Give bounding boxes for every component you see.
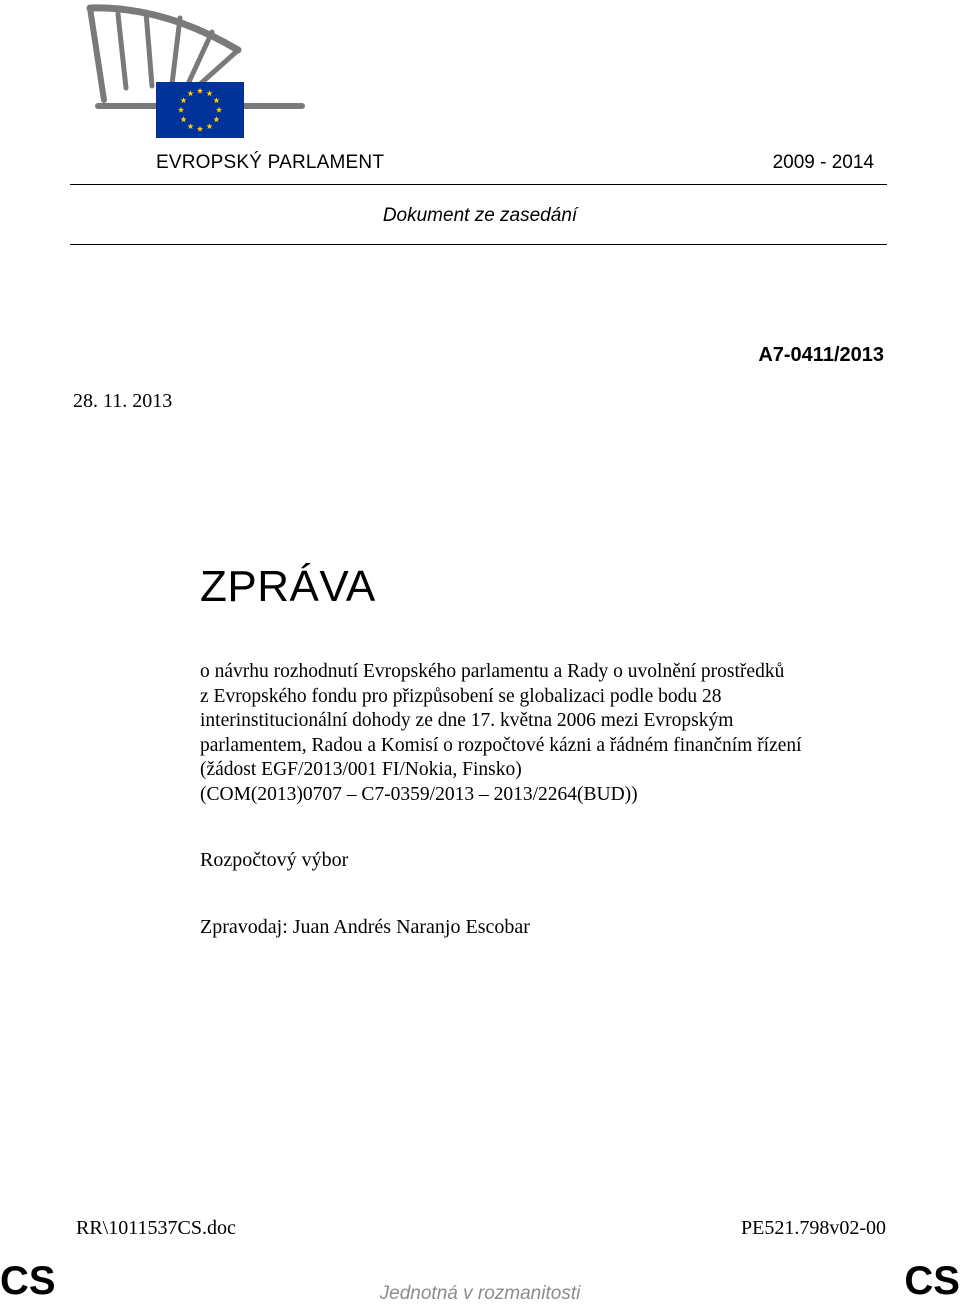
committee-name: Rozpočtový výbor — [200, 849, 349, 871]
subject-line: interinstitucionální dohody ze dne 17. května 2006 mezi Evropským — [200, 710, 734, 731]
language-code-right: CS — [904, 1259, 960, 1303]
parliamentary-term: 2009 - 2014 — [772, 152, 874, 173]
language-code-left: CS — [0, 1259, 56, 1303]
header-divider-bottom — [70, 244, 887, 245]
document-date: 28. 11. 2013 — [73, 390, 173, 412]
document-number: A7-0411/2013 — [758, 344, 884, 366]
subject-line: parlamentem, Radou a Komisí o rozpočtové kázni a řádném finančním řízení — [200, 734, 802, 756]
european-parliament-logo — [84, 0, 314, 142]
institution-name: EVROPSKÝ PARLAMENT — [156, 152, 385, 173]
subject-line: (žádost EGF/2013/001 FI/Nokia, Finsko) — [200, 759, 522, 780]
report-subject — [200, 660, 900, 807]
subject-line: (COM(2013)0707 – C7-0359/2013 – 2013/2264(BUD)) — [200, 783, 638, 805]
file-reference: RR\1011537CS.doc — [76, 1217, 236, 1239]
subject-line: o návrhu rozhodnutí Evropského parlamentu a Rady o uvolnění prostředků — [200, 661, 785, 682]
rapporteur: Zpravodaj: Juan Andrés Naranjo Escobar — [200, 916, 530, 938]
report-title: ZPRÁVA — [200, 562, 376, 611]
parliament-logo-icon — [84, 0, 314, 142]
eu-motto: Jednotná v rozmanitosti — [379, 1283, 581, 1304]
subject-line: z Evropského fondu pro přizpůsobení se globalizaci podle bodu 28 — [200, 685, 722, 707]
pe-reference: PE521.798v02-00 — [741, 1217, 886, 1239]
header-divider-top — [70, 184, 887, 185]
document-type: Dokument ze zasedání — [382, 205, 578, 226]
